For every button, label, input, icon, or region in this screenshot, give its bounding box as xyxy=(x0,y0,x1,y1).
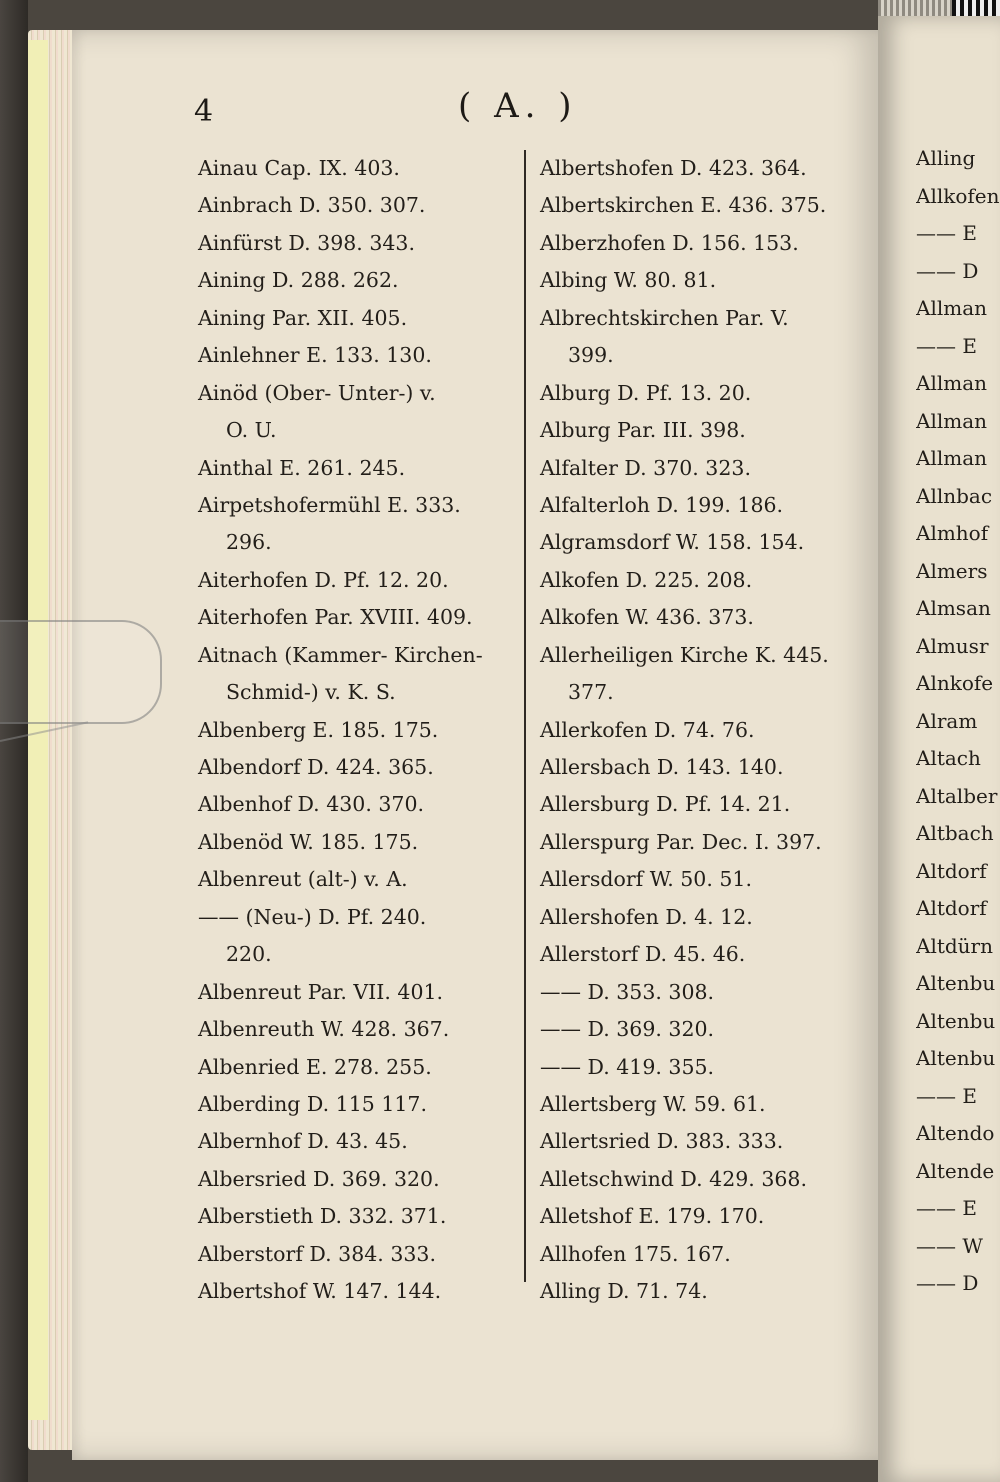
index-entry: Alletschwind D. 429. 368. xyxy=(540,1166,807,1191)
index-entry: —— D. 369. 320. xyxy=(540,1017,715,1042)
index-entry-partial: —— E xyxy=(916,221,977,245)
index-entry: Albendorf D. 424. 365. xyxy=(198,755,434,779)
index-entry-partial: Almsan xyxy=(916,596,991,620)
index-column-left xyxy=(198,150,518,1311)
index-entry: Allerkofen D. 74. 76. xyxy=(540,717,755,742)
index-entry: Alberzhofen D. 156. 153. xyxy=(540,230,799,255)
index-entry-partial: Altende xyxy=(916,1158,995,1183)
index-entry-partial: Allnbac xyxy=(916,483,993,508)
index-entry-partial: Allman xyxy=(916,371,988,395)
index-entry: Albertshof W. 147. 144. xyxy=(198,1279,442,1304)
index-entry: Allhofen 175. 167. xyxy=(540,1241,731,1266)
index-entry: Albenberg E. 185. 175. xyxy=(198,717,439,742)
index-entry: Ainbrach D. 350. 307. xyxy=(198,193,426,218)
index-column-middle xyxy=(540,150,875,1311)
index-entry: Albenhof D. 430. 370. xyxy=(198,792,425,817)
index-entry-partial: Alram xyxy=(916,708,978,733)
index-entry: Allersburg D. Pf. 14. 21. xyxy=(540,792,791,817)
index-entry-partial: Altalber xyxy=(916,783,998,808)
index-entry: Allerstorf D. 45. 46. xyxy=(540,942,746,967)
index-entry: Alkofen W. 436. 373. xyxy=(540,605,754,630)
index-entry-partial: Altendo xyxy=(916,1121,995,1145)
index-entry: Alburg D. Pf. 13. 20. xyxy=(540,380,752,405)
index-entry: Ainöd (Ober- Unter-) v. xyxy=(198,380,436,405)
index-entry: Aitnach (Kammer- Kirchen- xyxy=(198,642,483,667)
index-entry: Alletshof E. 179. 170. xyxy=(540,1204,765,1229)
index-column-right-partial xyxy=(916,140,1000,1303)
index-entry-partial: Altdürn xyxy=(916,933,994,958)
index-entry-partial: Allkofen xyxy=(916,183,1000,208)
page-number: 4 xyxy=(194,94,214,129)
index-entry-partial: Alling xyxy=(916,146,976,170)
index-entry: 296. xyxy=(226,530,272,555)
index-entry: Algramsdorf W. 158. 154. xyxy=(540,530,805,555)
index-entry-partial: Almers xyxy=(916,558,988,583)
index-entry: Ainlehner E. 133. 130. xyxy=(198,343,432,368)
index-entry: Albernhof D. 43. 45. xyxy=(198,1129,408,1154)
index-entry: Airpetshofermühl E. 333. xyxy=(198,492,461,517)
index-entry-partial: —— E xyxy=(916,1083,977,1108)
index-entry: Albenried E. 278. 255. xyxy=(198,1054,432,1079)
index-entry: Allershofen D. 4. 12. xyxy=(540,904,753,929)
index-entry: Aiterhofen D. Pf. 12. 20. xyxy=(198,567,449,592)
index-entry: Allertsberg W. 59. 61. xyxy=(540,1091,766,1116)
index-entry: 220. xyxy=(226,942,272,967)
index-entry: Allersbach D. 143. 140. xyxy=(540,755,784,779)
index-entry: Allerspurg Par. Dec. I. 397. xyxy=(540,829,822,854)
index-entry-partial: Almusr xyxy=(916,633,989,658)
plastic-page-clip xyxy=(0,620,162,724)
index-entry: Alkofen D. 225. 208. xyxy=(540,567,753,592)
index-entry: Albertshofen D. 423. 364. xyxy=(540,156,807,180)
index-entry: Alburg Par. III. 398. xyxy=(540,418,746,443)
index-entry: Alfalter D. 370. 323. xyxy=(540,455,751,480)
index-entry: Ainthal E. 261. 245. xyxy=(198,455,406,480)
index-entry: Allerheiligen Kirche K. 445. xyxy=(540,642,829,667)
index-entry-partial: Altach xyxy=(916,746,981,770)
index-entry-partial: Altbach xyxy=(916,821,994,845)
index-entry: Allertsried D. 383. 333. xyxy=(540,1129,784,1154)
index-entry-partial: Altdorf xyxy=(916,858,987,883)
index-entry: 399. xyxy=(568,343,614,368)
index-entry: —— D. 353. 308. xyxy=(540,979,715,1004)
index-entry: Albertskirchen E. 436. 375. xyxy=(540,193,827,218)
index-entry-partial: —— E xyxy=(916,333,977,358)
index-entry: Aiterhofen Par. XVIII. 409. xyxy=(198,605,473,630)
index-entry: Aining Par. XII. 405. xyxy=(198,305,408,330)
index-entry: —— D. 419. 355. xyxy=(540,1054,715,1079)
index-entry: Albenreuth W. 428. 367. xyxy=(198,1017,450,1042)
index-entry: Albenreut Par. VII. 401. xyxy=(198,979,444,1004)
index-entry: Albrechtskirchen Par. V. xyxy=(540,305,789,330)
index-entry-partial: Allman xyxy=(916,408,988,433)
index-entry: Ainau Cap. IX. 403. xyxy=(198,156,400,180)
index-entry: Ainfürst D. 398. 343. xyxy=(198,230,415,255)
running-head: ( A. ) xyxy=(458,86,578,126)
index-entry-partial: —— E xyxy=(916,1196,977,1220)
index-entry: Alberstorf D. 384. 333. xyxy=(198,1241,436,1266)
index-entry: Albenreut (alt-) v. A. xyxy=(198,867,408,892)
index-entry-partial: Allman xyxy=(916,296,988,320)
index-entry: Alberstieth D. 332. 371. xyxy=(198,1204,447,1229)
index-entry: Alberding D. 115 117. xyxy=(198,1091,427,1116)
index-entry: Schmid-) v. K. S. xyxy=(226,680,396,705)
index-entry-partial: Alnkofe xyxy=(916,671,994,695)
index-entry-partial: —— D xyxy=(916,1271,979,1295)
index-entry-partial: Altenbu xyxy=(916,1008,996,1033)
index-entry: Albersried D. 369. 320. xyxy=(198,1166,440,1191)
index-entry: Aining D. 288. 262. xyxy=(198,268,399,293)
index-entry-partial: Altenbu xyxy=(916,1046,996,1070)
index-entry-partial: Allman xyxy=(916,446,988,470)
index-entry-partial: Altenbu xyxy=(916,971,996,995)
index-entry: 377. xyxy=(568,680,614,705)
index-entry: O. U. xyxy=(226,418,277,443)
index-entry-partial: —— W xyxy=(916,1233,983,1258)
scan-calibration-strip xyxy=(952,0,1000,16)
index-entry-partial: Altdorf xyxy=(916,896,987,920)
column-divider xyxy=(524,150,526,1282)
index-entry: Alling D. 71. 74. xyxy=(540,1279,708,1304)
index-entry-partial: —— D xyxy=(916,258,979,283)
index-entry-partial: Almhof xyxy=(916,521,989,545)
index-entry: Albing W. 80. 81. xyxy=(540,268,717,293)
index-entry: —— (Neu-) D. Pf. 240. xyxy=(198,904,427,929)
index-entry: Albenöd W. 185. 175. xyxy=(198,829,419,854)
index-entry: Alfalterloh D. 199. 186. xyxy=(540,492,784,517)
index-entry: Allersdorf W. 50. 51. xyxy=(540,867,752,892)
